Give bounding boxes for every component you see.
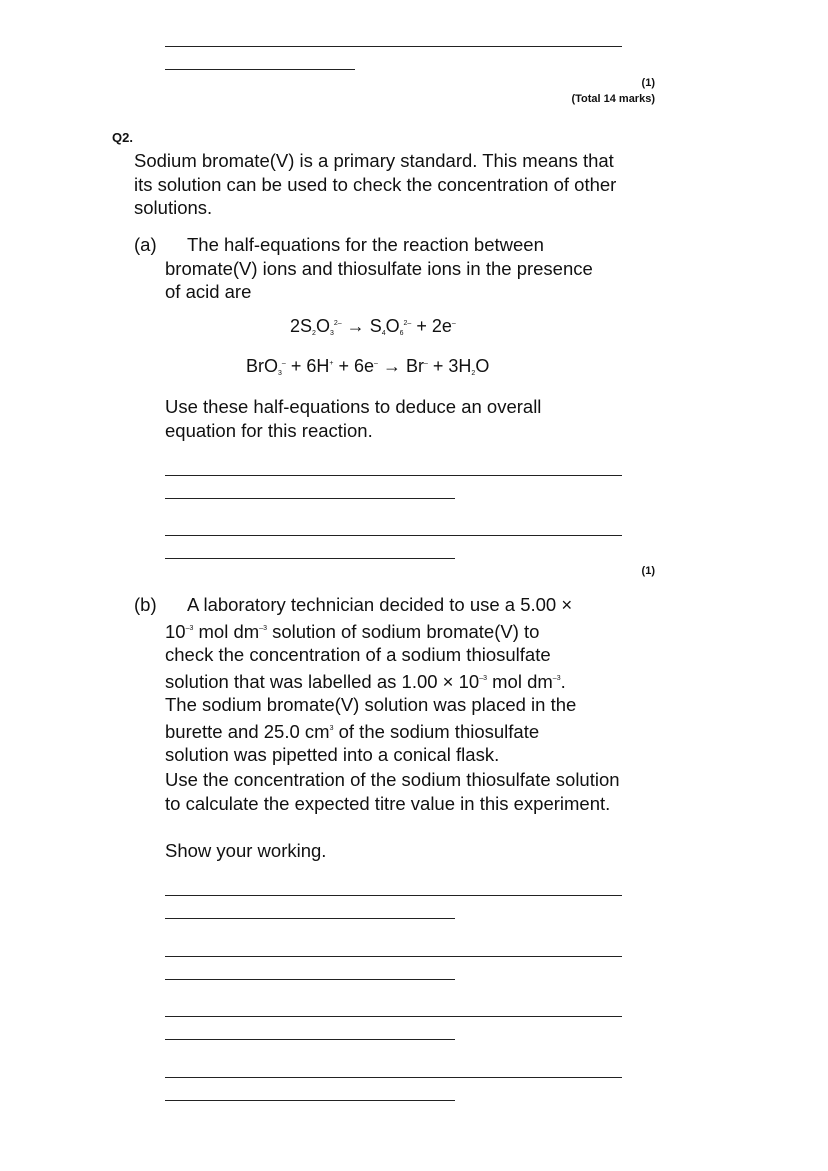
answer-line[interactable] <box>165 979 455 980</box>
arrow-icon: → <box>346 316 365 336</box>
answer-line[interactable] <box>165 498 455 499</box>
answer-line[interactable] <box>165 475 622 476</box>
answer-line[interactable] <box>165 46 622 47</box>
part-a-stem: The half-equations for the reaction between bromate(V) ions and thiosulfate ions in the presence of acid are <box>165 234 593 302</box>
arrow-icon: → <box>382 356 401 376</box>
answer-line[interactable] <box>165 1039 455 1040</box>
answer-line[interactable] <box>165 535 622 536</box>
total-marks: (Total 14 marks) <box>571 93 655 105</box>
part-a-instruction: Use these half-equations to deduce an overall equation for this reaction. <box>165 396 542 441</box>
answer-line[interactable] <box>165 69 355 70</box>
part-a-label: (a) <box>134 234 157 255</box>
part-b-instruction: Use the concentration of the sodium thiosulfate solution to calculate the expected titre value in this experiment. <box>165 769 620 814</box>
answer-line[interactable] <box>165 1100 455 1101</box>
part-b-text: A laboratory technician decided to use a 5.00 × $10^{-3}$ mol $dm^{-3}$ solution of sodium bromate(V) to check the concentration of a sodium thiosulfate solution that was labelled as $1.00 \times 10^{-3}$ mol $dm^{-3}$. The sodium bromate(V) solution was placed in the burette and 25.0 $cm^3$ of the sodium thiosulfate solution was pipetted into a conical flask. <box>165 594 577 765</box>
part-a-mark: (1) <box>641 565 655 577</box>
answer-line[interactable] <box>165 1077 622 1078</box>
half-equation-2: $BrO_3^- + 6H^+ + 6e^- \to Br^- + 3H_2O$ <box>246 356 490 377</box>
mark-value: (1) <box>641 77 655 89</box>
answer-line[interactable] <box>165 895 622 896</box>
question-intro: Sodium bromate(V) is a primary standard. This means that its solution can be used to check the concentration of other solutions. <box>134 150 617 218</box>
question-number: Q2. <box>112 130 133 145</box>
answer-line[interactable] <box>165 918 455 919</box>
half-equation-1: $2S_2O_3^{2-} \to S_4O_6^{2-} + 2e^-$ <box>290 316 456 337</box>
answer-line[interactable] <box>165 956 622 957</box>
answer-line[interactable] <box>165 1016 622 1017</box>
part-b-label: (b) <box>134 594 157 615</box>
answer-line[interactable] <box>165 558 455 559</box>
part-b-show-working: Show your working. <box>165 840 327 861</box>
